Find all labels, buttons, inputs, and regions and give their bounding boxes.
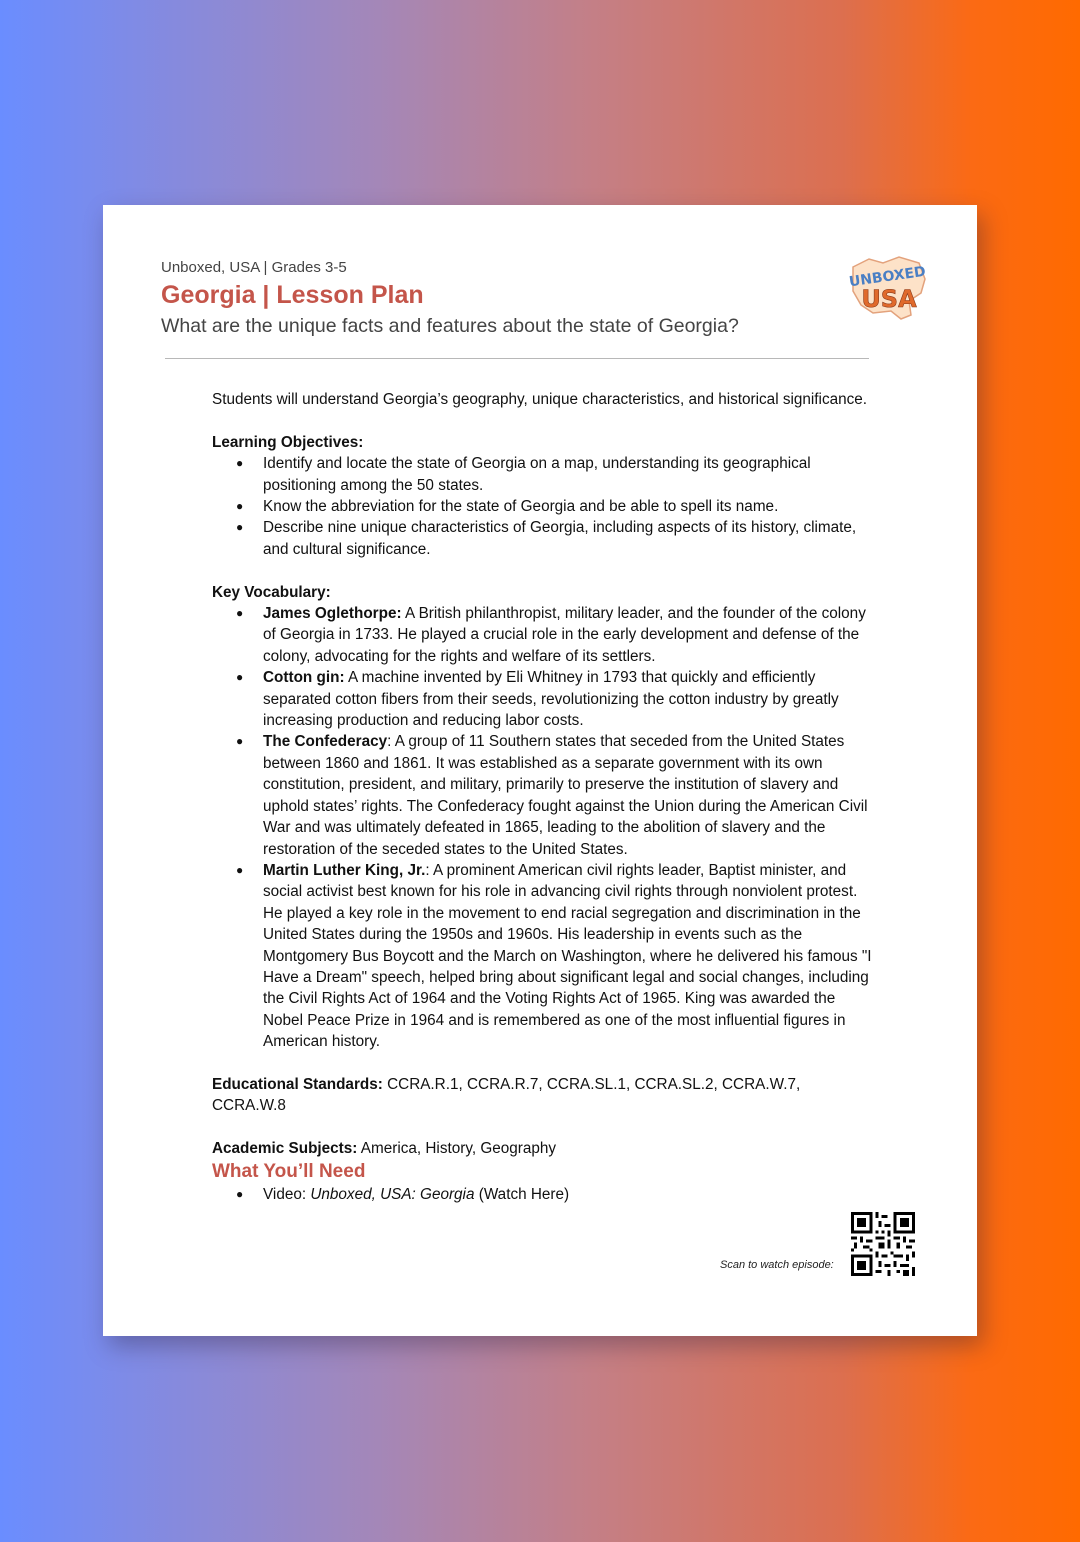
bullet-icon: ● [236, 520, 244, 535]
unboxed-usa-logo [847, 249, 929, 325]
bullet-icon: ● [236, 1186, 244, 1201]
list-item: ● Video: Unboxed, USA: Georgia (Watch Here) [212, 1184, 874, 1205]
list-item: ● Know the abbreviation for the state of Georgia and be able to spell its name. [212, 496, 874, 517]
qr-code-icon[interactable] [851, 1212, 915, 1276]
list-item [212, 603, 874, 667]
vocab-definition: A British philanthropist, military leader, and the founder of the colony of Georgia in 1733. He played a crucial role in the early development and defense of the colony, advocating for the rights and welfare of its settlers. [263, 605, 866, 665]
vocab-term: Martin Luther King, Jr. [263, 861, 426, 879]
vocab-term: Cotton gin: [263, 669, 345, 687]
series-grade-label: Unboxed, USA | Grades 3-5 [161, 259, 347, 276]
what-youll-need-heading: What You’ll Need [212, 1160, 366, 1182]
bullet-icon: ● [236, 734, 244, 749]
watch-here-link[interactable]: (Watch Here) [474, 1185, 570, 1203]
logo-line1: UNBOXED [848, 263, 927, 291]
intro-text: Students will understand Georgia’s geography, unique characteristics, and historical significance. [212, 391, 868, 408]
lesson-content [212, 389, 874, 1205]
needs-list [212, 1184, 874, 1205]
list-item: ● Identify and locate the state of Georgia on a map, understanding its geographical positioning among the 50 states. [236, 455, 811, 494]
vocab-definition: : A group of 11 Southern states that seceded from the United States between 1860 and 1861. It was established as a separate government with its own constitution, president, and military, primarily to preserve the institution of slavery and uphold states’ rights. The Confederacy fought against the Union during the American Civil War and was ultimately defeated in 1865, leading to the abolition of slavery and the restoration of the seceded states to the United States. [263, 733, 868, 858]
educational-standards: Educational Standards: CCRA.R.1, CCRA.R.7, CCRA.SL.1, CCRA.SL.2, CCRA.W.7, CCRA.W.8 [212, 1075, 801, 1115]
qr-label: Scan to watch episode: [720, 1259, 834, 1271]
vocab-term: James Oglethorpe: [263, 605, 402, 623]
vocab-definition: A machine invented by Eli Whitney in 1793 that quickly and efficiently separated cotton fibers from their seeds, revolutionizing the cotton industry by greatly increasing production and reducing labor costs. [263, 669, 839, 730]
vocab-term: The Confederacy [263, 733, 388, 751]
list-item [212, 667, 874, 731]
vocabulary-list [212, 603, 874, 1053]
bullet-icon: ● [236, 670, 244, 685]
bullet-icon: ● [236, 456, 244, 471]
essential-question: What are the unique facts and features about the state of Georgia? [161, 315, 739, 337]
objectives-heading: Learning Objectives: [212, 433, 364, 451]
bullet-icon: ● [236, 862, 244, 877]
list-item [212, 731, 874, 859]
bullet-icon: ● [236, 499, 244, 514]
list-item [212, 860, 874, 1053]
academic-subjects: Academic Subjects: America, History, Geography [212, 1140, 557, 1158]
objectives-list [212, 453, 874, 560]
bullet-icon: ● [236, 606, 244, 621]
video-title: Unboxed, USA: Georgia [310, 1185, 475, 1203]
list-item: ● Describe nine unique characteristics of Georgia, including aspects of its history, climate, and cultural significance. [236, 519, 857, 558]
vocab-definition: : A prominent American civil rights leader, Baptist minister, and social activist best known for his role in advancing civil rights through nonviolent protest. He played a key role in the movement to end racial segregation and discrimination in the United States during the 1950s and 1960s. His leadership in events such as the Montgomery Bus Boycott and the March on Washington, where he delivered his famous "I Have a Dream" speech, helped bring about significant legal and social changes, including the Civil Rights Act of 1964 and the Voting Rights Act of 1965. King was awarded the Nobel Peace Prize in 1964 and is remembered as one of the most influential figures in American history. [263, 861, 872, 1051]
header-divider [165, 358, 869, 359]
page-title: Georgia | Lesson Plan [161, 281, 424, 309]
lesson-plan-page [103, 205, 977, 1336]
vocabulary-heading: Key Vocabulary: [212, 583, 331, 601]
logo-line2: USA [861, 285, 917, 313]
